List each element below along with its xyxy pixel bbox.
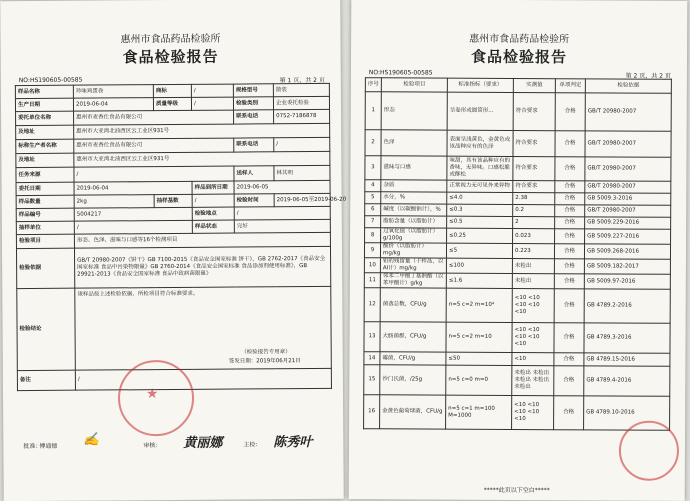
standard: ≤50: [446, 352, 512, 365]
value: /: [191, 84, 233, 97]
judgement: 合格: [554, 366, 584, 396]
table-row: [365, 92, 671, 132]
method: GB 4789.10-2016: [584, 396, 670, 430]
value: 完好: [234, 219, 330, 233]
value: /: [192, 194, 234, 207]
label: 检验地点: [192, 207, 234, 220]
measured: 0.2: [513, 204, 555, 216]
label: 抽样基数: [154, 194, 192, 207]
value: 惠州市大亚湾北油西区云工业区931号: [74, 151, 330, 167]
test-item: 菌落总数，CFU/g: [380, 288, 446, 322]
report-number: NO:HS190605-00585: [18, 76, 83, 85]
value: 惠州市麦香仕食品有限公司: [74, 110, 234, 125]
method: GB 5009.97-2016: [584, 274, 670, 289]
label: 样品名称: [15, 85, 73, 98]
judgement: 合格: [555, 131, 585, 157]
standard: 呈卷形或圆筒形...: [447, 92, 513, 130]
measured: <10: [512, 352, 554, 365]
page-indicator: 第 1 页，共 2 页: [279, 76, 325, 85]
test-item: 铝的残留量（干样品，以Al计）mg/kg: [380, 258, 446, 273]
judgement: 合格: [554, 259, 584, 274]
page-indicator: 第 2 页，共 2 页: [625, 72, 671, 80]
label: 委托日期: [16, 182, 74, 195]
value: 散装: [273, 83, 329, 96]
test-item: 杂质: [381, 180, 447, 192]
value: 2019-06-05: [234, 180, 330, 194]
label: 质量等级: [153, 97, 191, 110]
results-table: [363, 77, 672, 431]
row-index: 13: [364, 322, 380, 352]
label: 检验项目: [16, 234, 74, 248]
standard: ≤0.5: [447, 216, 513, 228]
value: /: [274, 137, 330, 151]
standard: n=5 c=0 m=0: [446, 365, 512, 395]
row-index: 3: [365, 156, 381, 180]
table-row: [364, 288, 670, 324]
table-row: [365, 156, 671, 182]
method: GB 5009.182-2017: [584, 259, 670, 274]
standard: ≤0.25: [447, 228, 513, 243]
judgement: 合格: [554, 323, 584, 353]
value: 企业委托检验: [273, 96, 329, 109]
measured: 符合要求: [513, 180, 555, 192]
row-index: 5: [365, 192, 381, 204]
test-item: 脂肪含量（以脂肪计）: [381, 216, 447, 228]
table-row: [364, 322, 670, 354]
test-item: 霉菌，CFU/g: [380, 352, 446, 365]
label: 检验时间: [234, 194, 274, 207]
test-item: 金黄色葡萄球菌，CFU/g: [380, 395, 446, 429]
table-row: [364, 258, 670, 275]
judgement: 合格: [554, 396, 584, 430]
conclusion-cell: [75, 286, 332, 370]
test-item: 大肠菌群，CFU/g: [380, 322, 446, 352]
label: 送样人: [234, 166, 274, 181]
lab-name: 惠州市食品药品检验所: [469, 33, 570, 46]
row-index: 16: [364, 395, 380, 429]
measured: 符合要求: [513, 130, 555, 156]
measured: 符合要求: [513, 92, 555, 130]
row-index: 1: [365, 92, 381, 130]
label: 委托单位名称: [16, 111, 74, 125]
value: /: [74, 166, 234, 182]
page-seal: [619, 421, 679, 481]
lab-name: 惠州市食品药品检验所: [120, 33, 221, 46]
approver-label: 批准：: [23, 442, 42, 451]
col-header: 标准指标（要求）: [447, 78, 513, 92]
test-item: 邻苯二甲酸丁基钠酯（以苯甲酸计）g/kg: [380, 273, 446, 288]
col-header: 检验项目: [381, 78, 447, 92]
measured: 未检出: [512, 258, 554, 273]
results-body: [364, 92, 672, 431]
stamp-star-icon: ★: [145, 386, 159, 403]
row-index: 15: [364, 365, 380, 395]
method: GB/T 20980-2007: [585, 205, 671, 217]
standard: n=5 c=2 m=10⁴: [446, 288, 512, 322]
value: /: [75, 368, 331, 390]
test-item: 沙门氏菌，/25g: [380, 365, 446, 395]
standard: 表面呈浅黄色，金黄色或该品种应有的色泽: [447, 130, 513, 156]
test-item: 滋味与口感: [381, 156, 447, 180]
judgement: 合格: [555, 205, 585, 217]
label: 生产日期: [15, 98, 73, 111]
tester-label: 主检：: [243, 441, 262, 449]
method: GB/T 20980-2007: [585, 93, 671, 131]
value: 形态、色泽、滋味与口感等16个检测项目: [74, 232, 330, 248]
value: /: [234, 206, 330, 220]
measured: 未检出 未检出 未检出 未检出 未检出: [512, 365, 554, 395]
stamp-caption: （检验报告专用章）: [241, 349, 291, 356]
standard: ≤100: [446, 258, 512, 273]
col-header: 序号: [365, 78, 381, 92]
row-index: 4: [365, 180, 381, 192]
measured: 未检出: [512, 273, 554, 288]
measured: <10 <10 <10 <10 <10: [512, 288, 554, 322]
row-index: 8: [365, 228, 381, 243]
label: 标称生产者名称: [16, 139, 74, 153]
label: 任务来源: [16, 167, 74, 182]
test-item: 酸价（以脂肪计）mg/kg: [380, 243, 446, 258]
test-item: 过氧化值（以脂肪计）g/100g: [381, 228, 447, 243]
standard: n=5 c=2 m=10: [446, 322, 512, 352]
measured: <10 <10 <10 <10 <10: [512, 322, 554, 352]
value: 珍味鸡蛋卷: [73, 85, 153, 99]
label: 联系电话: [234, 110, 274, 124]
table-row: [365, 228, 671, 245]
label: 及地址: [16, 125, 74, 139]
method: GB 5009.268-2016: [584, 244, 670, 259]
value: /: [191, 97, 233, 110]
label: 样品状态: [192, 220, 234, 233]
label: 及地址: [16, 153, 74, 167]
table-row: [364, 273, 670, 290]
method: GB/T 20980-2007: [585, 181, 671, 193]
table-row: [364, 365, 670, 397]
standard: 正常视力无可见外来异物: [447, 180, 513, 192]
col-header: 检验依据: [585, 79, 671, 93]
conclusion-text: 该样品按上述检验依据，所检项目符合标准要求。: [77, 290, 199, 298]
label: 检验类别: [233, 97, 273, 110]
judgement: 合格: [555, 157, 585, 181]
value: GB/T 20980-2007《饼干》GB 7100-2015《食品安全国家标准 饼干》，GB 2762-2017《食品安全国家标准 食品中污染物限量》GB 2760-2014《食品安全国家标准 食品添加剂使用标准》，GB 29921-2013《食品安全国家标准 食品中致病菌限量》: [74, 246, 330, 288]
col-header: 实测值: [513, 78, 555, 92]
standard: ≤4.0: [447, 192, 513, 204]
label: 样品数量: [16, 195, 74, 208]
label: 联系电话: [234, 138, 274, 152]
method: GB/T 20980-2007: [585, 157, 671, 181]
value: 惠州市麦香仕食品有限公司: [74, 138, 234, 153]
end-note: *****此页以下空白*****: [483, 486, 550, 495]
report-title: 食品检验报告: [470, 47, 568, 67]
row-index: 12: [364, 288, 380, 322]
method: GB 4789.3-2016: [584, 323, 670, 353]
label: 样品编号: [16, 208, 74, 221]
test-item: 形态: [381, 92, 447, 130]
reviewer-signature: 黄丽娜: [183, 435, 223, 451]
judgement: 合格: [555, 217, 585, 229]
value: /: [74, 220, 192, 234]
row-index: 14: [364, 352, 380, 365]
method: GB 5009.227-2016: [585, 229, 671, 244]
measured: 0.023: [513, 228, 555, 243]
table-row: [365, 130, 671, 158]
col-header: 单项判定: [555, 79, 585, 93]
sample-info-table: [15, 83, 347, 391]
judgement: 合格: [555, 93, 585, 131]
report-number: NO:HS190605-00585: [368, 69, 433, 77]
judgement: 合格: [555, 193, 585, 205]
label: 检验结论: [17, 288, 76, 370]
method: GB 4789.4-2016: [584, 366, 670, 396]
test-item: 水分，%: [381, 192, 447, 204]
measured: 2: [513, 216, 555, 228]
standard: 味甜，具有该品种应有的香味，无异味。口感松脆或酥松: [447, 156, 513, 180]
report-title: 食品检验报告: [122, 47, 219, 67]
label: 样品到所日期: [192, 181, 234, 194]
row-index: 2: [365, 130, 381, 156]
label: 检验依据: [16, 248, 74, 288]
test-item: 碱度（以碳酸钠计），%: [381, 204, 447, 216]
value: 2019-06-05至2019-06-20: [274, 193, 330, 206]
label: 备注: [17, 370, 75, 390]
method: GB 4789.2-2016: [584, 289, 670, 323]
standard: ≤0.3: [447, 204, 513, 216]
method: GB 5009.3-2016: [585, 193, 671, 205]
judgement: 合格: [555, 229, 585, 244]
value: 0752-7186878: [274, 109, 330, 123]
measured: 符合要求: [513, 156, 555, 180]
label: 规格型号: [233, 84, 273, 97]
approver-signature: ✍: [83, 432, 100, 448]
value: 林其明: [274, 165, 330, 180]
method: GB/T 20980-2007: [585, 131, 671, 157]
value: 2kg: [74, 195, 154, 209]
row-index: 6: [365, 204, 381, 216]
method: GB 4789.15-2016: [584, 353, 670, 366]
report-page-2: [349, 0, 688, 501]
standard: ≤1.6: [446, 273, 512, 288]
value: 5004217: [74, 207, 192, 221]
measured: <10 <10 <10 <10 <10: [512, 395, 554, 429]
test-item: 色泽: [381, 130, 447, 156]
value: 2019-06-04: [73, 98, 153, 112]
row-index: 9: [364, 243, 380, 258]
label: 抽样单位: [16, 221, 74, 234]
reviewer-label: 审核：: [143, 442, 162, 450]
standard: ≤5: [446, 243, 512, 258]
measured: 2.38: [513, 192, 555, 204]
method: GB 5009.229-2016: [585, 217, 671, 229]
label: 商标: [153, 84, 191, 97]
row-index: 11: [364, 273, 380, 288]
tester-signature: 陈秀叶: [273, 435, 313, 451]
value: 惠州市大亚湾北油西区云工业区931号: [74, 123, 330, 139]
judgement: 合格: [554, 289, 584, 323]
value: 2019-06-04: [74, 181, 192, 195]
table-row: [364, 395, 670, 431]
standard: n=5 c=1 m=100 M=1000: [446, 395, 512, 429]
judgement: 合格: [554, 353, 584, 366]
row-index: 7: [365, 216, 381, 228]
row-index: 10: [364, 258, 380, 273]
measured: 0.223: [512, 243, 554, 258]
judgement: 合格: [555, 181, 585, 193]
issue-date: 签发日期：2019年06月21日: [228, 358, 301, 365]
table-row: [364, 243, 670, 260]
approver-title: 傅通德: [39, 442, 58, 450]
judgement: 合格: [554, 274, 584, 289]
judgement: 合格: [554, 244, 584, 259]
